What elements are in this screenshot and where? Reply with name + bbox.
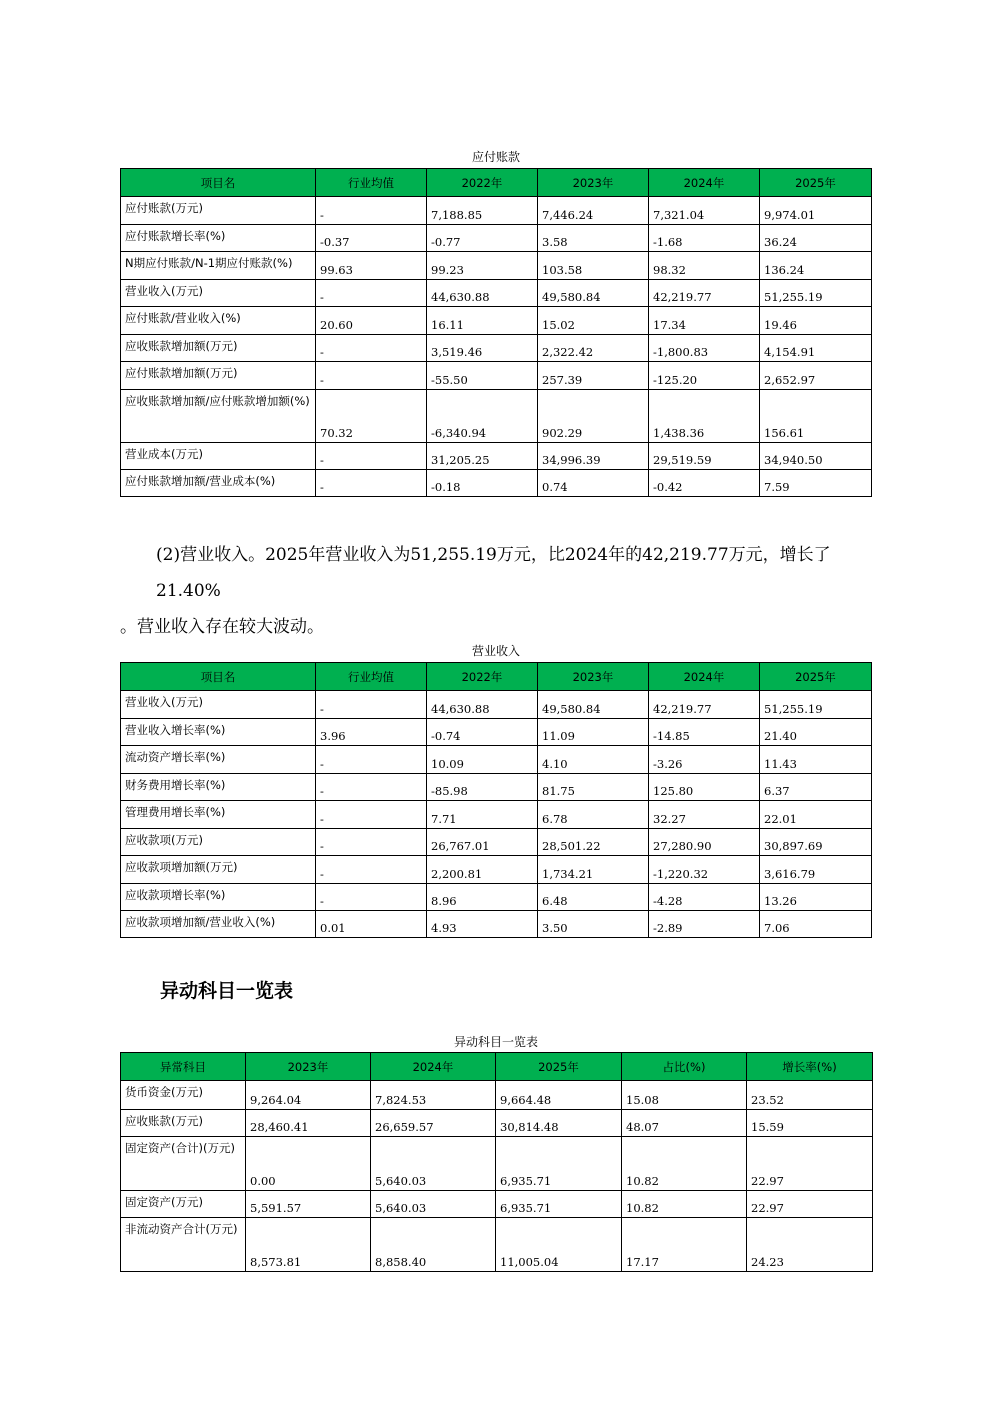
row-label: 固定资产(合计)(万元) bbox=[121, 1137, 246, 1191]
table-cell: 3.58 bbox=[538, 225, 649, 252]
table-cell: - bbox=[316, 774, 427, 801]
row-label: 应付账款增加额(万元) bbox=[121, 362, 316, 390]
table-cell: - bbox=[316, 470, 427, 497]
table-cell: 30,897.69 bbox=[760, 829, 872, 856]
table-cell: - bbox=[316, 801, 427, 829]
table-cell: 9,974.01 bbox=[760, 197, 872, 225]
row-label: N期应付账款/N-1期应付账款(%) bbox=[121, 252, 316, 280]
table-cell: 30,814.48 bbox=[496, 1110, 622, 1137]
table-row bbox=[121, 335, 872, 362]
row-label: 固定资产(万元) bbox=[121, 1191, 246, 1218]
table-cell: 2,652.97 bbox=[760, 362, 872, 390]
table-cell: 16.11 bbox=[427, 307, 538, 335]
table-row bbox=[121, 252, 872, 280]
table-row bbox=[121, 390, 872, 443]
table-cell: 49,580.84 bbox=[538, 691, 649, 719]
table-cell: 42,219.77 bbox=[649, 691, 760, 719]
table-cell: 99.63 bbox=[316, 252, 427, 280]
table-cell: -0.74 bbox=[427, 719, 538, 746]
column-header: 2023年 bbox=[538, 663, 649, 691]
table-cell: 36.24 bbox=[760, 225, 872, 252]
abnormal-items-table bbox=[120, 1052, 873, 1272]
table-row bbox=[121, 746, 872, 774]
table-row bbox=[121, 470, 872, 497]
table-cell: - bbox=[316, 335, 427, 362]
table-cell: 98.32 bbox=[649, 252, 760, 280]
column-header: 2024年 bbox=[371, 1053, 496, 1081]
table-cell: 6.78 bbox=[538, 801, 649, 829]
table-cell: 8,858.40 bbox=[371, 1218, 496, 1272]
table-cell: 8,573.81 bbox=[246, 1218, 371, 1272]
table-cell: 902.29 bbox=[538, 390, 649, 443]
table-cell: - bbox=[316, 362, 427, 390]
table-cell: 4.93 bbox=[427, 911, 538, 938]
table-cell: 17.34 bbox=[649, 307, 760, 335]
table-cell: 257.39 bbox=[538, 362, 649, 390]
table-cell: -3.26 bbox=[649, 746, 760, 774]
row-label: 货币资金(万元) bbox=[121, 1081, 246, 1110]
table-cell: 4,154.91 bbox=[760, 335, 872, 362]
table-cell: - bbox=[316, 746, 427, 774]
table-cell: 10.09 bbox=[427, 746, 538, 774]
row-label: 应收款项增长率(%) bbox=[121, 884, 316, 911]
table-cell: 11.09 bbox=[538, 719, 649, 746]
table-cell: -1.68 bbox=[649, 225, 760, 252]
table-cell: - bbox=[316, 197, 427, 225]
table-row bbox=[121, 1110, 873, 1137]
table-row bbox=[121, 280, 872, 307]
table-cell: 9,664.48 bbox=[496, 1081, 622, 1110]
row-label: 应收账款增加额/应付账款增加额(%) bbox=[121, 390, 316, 443]
table-cell: 11.43 bbox=[760, 746, 872, 774]
table-row bbox=[121, 1191, 873, 1218]
row-label: 应收款项增加额(万元) bbox=[121, 856, 316, 884]
revenue-paragraph bbox=[120, 537, 880, 645]
table-cell: 22.01 bbox=[760, 801, 872, 829]
row-label: 应付账款增加额/营业成本(%) bbox=[121, 470, 316, 497]
table-row bbox=[121, 774, 872, 801]
table-cell: - bbox=[316, 691, 427, 719]
table-cell: - bbox=[316, 280, 427, 307]
table-cell: 48.07 bbox=[622, 1110, 747, 1137]
table-cell: -1,220.32 bbox=[649, 856, 760, 884]
table-cell: 156.61 bbox=[760, 390, 872, 443]
row-label: 营业收入增长率(%) bbox=[121, 719, 316, 746]
table-cell: 34,996.39 bbox=[538, 443, 649, 470]
table-cell: 6.48 bbox=[538, 884, 649, 911]
table-cell: 3.50 bbox=[538, 911, 649, 938]
row-label: 应付账款/营业收入(%) bbox=[121, 307, 316, 335]
table-cell: 9,264.04 bbox=[246, 1081, 371, 1110]
table-cell: 0.74 bbox=[538, 470, 649, 497]
table-cell: 26,767.01 bbox=[427, 829, 538, 856]
table-cell: 5,640.03 bbox=[371, 1137, 496, 1191]
column-header: 2025年 bbox=[496, 1053, 622, 1081]
table-cell: 81.75 bbox=[538, 774, 649, 801]
table-row bbox=[121, 719, 872, 746]
row-label: 应收款项(万元) bbox=[121, 829, 316, 856]
table-cell: 28,501.22 bbox=[538, 829, 649, 856]
table-cell: -1,800.83 bbox=[649, 335, 760, 362]
table-cell: 7,321.04 bbox=[649, 197, 760, 225]
table-cell: 8.96 bbox=[427, 884, 538, 911]
table-cell: 7.06 bbox=[760, 911, 872, 938]
column-header: 占比(%) bbox=[622, 1053, 747, 1081]
table-cell: 10.82 bbox=[622, 1191, 747, 1218]
table-cell: -0.18 bbox=[427, 470, 538, 497]
table-row bbox=[121, 1218, 873, 1272]
table-cell: 26,659.57 bbox=[371, 1110, 496, 1137]
table-cell: 29,519.59 bbox=[649, 443, 760, 470]
table-cell: 6,935.71 bbox=[496, 1137, 622, 1191]
table-row bbox=[121, 856, 872, 884]
table-row bbox=[121, 225, 872, 252]
row-label: 非流动资产合计(万元) bbox=[121, 1218, 246, 1272]
table-cell: 28,460.41 bbox=[246, 1110, 371, 1137]
table-cell: -0.37 bbox=[316, 225, 427, 252]
table-cell: -6,340.94 bbox=[427, 390, 538, 443]
table-cell: 34,940.50 bbox=[760, 443, 872, 470]
table-cell: -55.50 bbox=[427, 362, 538, 390]
paragraph-line1: (2)营业收入。2025年营业收入为51,255.19万元，比2024年的42,219.77万元，增长了21.40% bbox=[156, 545, 831, 601]
table-cell: 2,200.81 bbox=[427, 856, 538, 884]
table-cell: 51,255.19 bbox=[760, 691, 872, 719]
row-label: 流动资产增长率(%) bbox=[121, 746, 316, 774]
row-label: 应付账款(万元) bbox=[121, 197, 316, 225]
table-cell: - bbox=[316, 443, 427, 470]
table-cell: - bbox=[316, 856, 427, 884]
table-cell: 42,219.77 bbox=[649, 280, 760, 307]
table-cell: -2.89 bbox=[649, 911, 760, 938]
table-cell: 125.80 bbox=[649, 774, 760, 801]
table-cell: 7.71 bbox=[427, 801, 538, 829]
column-header: 2023年 bbox=[246, 1053, 371, 1081]
table-row bbox=[121, 1137, 873, 1191]
column-header: 2025年 bbox=[760, 169, 872, 197]
table-cell: 5,640.03 bbox=[371, 1191, 496, 1218]
table-cell: -0.77 bbox=[427, 225, 538, 252]
table-cell: 24.23 bbox=[747, 1218, 873, 1272]
table-cell: 23.52 bbox=[747, 1081, 873, 1110]
table-cell: -14.85 bbox=[649, 719, 760, 746]
column-header: 2025年 bbox=[760, 663, 872, 691]
table-cell: 99.23 bbox=[427, 252, 538, 280]
table-cell: 2,322.42 bbox=[538, 335, 649, 362]
table-cell: -0.42 bbox=[649, 470, 760, 497]
table1-caption: 应付账款 bbox=[471, 150, 520, 164]
row-label: 应收款项增加额/营业收入(%) bbox=[121, 911, 316, 938]
table-cell: 5,591.57 bbox=[246, 1191, 371, 1218]
table3-caption: 异动科目一览表 bbox=[453, 1035, 538, 1049]
table-cell: 1,438.36 bbox=[649, 390, 760, 443]
table-cell: 3,616.79 bbox=[760, 856, 872, 884]
column-header: 项目名 bbox=[121, 663, 316, 691]
table-cell: 10.82 bbox=[622, 1137, 747, 1191]
table-cell: 17.17 bbox=[622, 1218, 747, 1272]
row-label: 应收账款(万元) bbox=[121, 1110, 246, 1137]
table-cell: 7.59 bbox=[760, 470, 872, 497]
paragraph-line2: 。营业收入存在较大波动。 bbox=[120, 617, 324, 637]
table-cell: -125.20 bbox=[649, 362, 760, 390]
row-label: 应收账款增加额(万元) bbox=[121, 335, 316, 362]
table-cell: - bbox=[316, 884, 427, 911]
table-row bbox=[121, 443, 872, 470]
table-cell: 20.60 bbox=[316, 307, 427, 335]
column-header: 2024年 bbox=[649, 169, 760, 197]
column-header: 2022年 bbox=[427, 169, 538, 197]
column-header: 增长率(%) bbox=[747, 1053, 873, 1081]
column-header: 项目名 bbox=[121, 169, 316, 197]
table-cell: - bbox=[316, 829, 427, 856]
table-cell: 4.10 bbox=[538, 746, 649, 774]
table-cell: 7,824.53 bbox=[371, 1081, 496, 1110]
section-heading: 异动科目一览表 bbox=[160, 980, 294, 1002]
table-cell: 103.58 bbox=[538, 252, 649, 280]
table-cell: 6,935.71 bbox=[496, 1191, 622, 1218]
table2-caption: 营业收入 bbox=[471, 644, 520, 658]
column-header: 2024年 bbox=[649, 663, 760, 691]
column-header: 2022年 bbox=[427, 663, 538, 691]
table-cell: -85.98 bbox=[427, 774, 538, 801]
table-cell: 22.97 bbox=[747, 1137, 873, 1191]
table-cell: 15.02 bbox=[538, 307, 649, 335]
column-header: 2023年 bbox=[538, 169, 649, 197]
row-label: 营业收入(万元) bbox=[121, 280, 316, 307]
table-cell: 13.26 bbox=[760, 884, 872, 911]
table-cell: 31,205.25 bbox=[427, 443, 538, 470]
table-cell: 15.59 bbox=[747, 1110, 873, 1137]
table-cell: 15.08 bbox=[622, 1081, 747, 1110]
table-cell: 21.40 bbox=[760, 719, 872, 746]
table-row bbox=[121, 801, 872, 829]
table-cell: 6.37 bbox=[760, 774, 872, 801]
table-row bbox=[121, 691, 872, 719]
table-row bbox=[121, 911, 872, 938]
table-cell: -4.28 bbox=[649, 884, 760, 911]
table-cell: 11,005.04 bbox=[496, 1218, 622, 1272]
table-cell: 27,280.90 bbox=[649, 829, 760, 856]
table-cell: 22.97 bbox=[747, 1191, 873, 1218]
table-cell: 44,630.88 bbox=[427, 691, 538, 719]
column-header: 异常科目 bbox=[121, 1053, 246, 1081]
column-header: 行业均值 bbox=[316, 169, 427, 197]
table-row bbox=[121, 1081, 873, 1110]
table-row bbox=[121, 362, 872, 390]
accounts-payable-table bbox=[120, 168, 872, 497]
table-row bbox=[121, 197, 872, 225]
row-label: 管理费用增长率(%) bbox=[121, 801, 316, 829]
table-cell: 7,446.24 bbox=[538, 197, 649, 225]
table-cell: 44,630.88 bbox=[427, 280, 538, 307]
revenue-table bbox=[120, 662, 872, 938]
table-cell: 3,519.46 bbox=[427, 335, 538, 362]
table-cell: 70.32 bbox=[316, 390, 427, 443]
table-cell: 136.24 bbox=[760, 252, 872, 280]
row-label: 营业收入(万元) bbox=[121, 691, 316, 719]
table-cell: 19.46 bbox=[760, 307, 872, 335]
table-row bbox=[121, 884, 872, 911]
table-cell: 49,580.84 bbox=[538, 280, 649, 307]
table-cell: 32.27 bbox=[649, 801, 760, 829]
table-cell: 51,255.19 bbox=[760, 280, 872, 307]
table-row bbox=[121, 829, 872, 856]
column-header: 行业均值 bbox=[316, 663, 427, 691]
table-cell: 0.00 bbox=[246, 1137, 371, 1191]
table-cell: 7,188.85 bbox=[427, 197, 538, 225]
table-cell: 1,734.21 bbox=[538, 856, 649, 884]
table-cell: 3.96 bbox=[316, 719, 427, 746]
row-label: 财务费用增长率(%) bbox=[121, 774, 316, 801]
table-row bbox=[121, 307, 872, 335]
row-label: 应付账款增长率(%) bbox=[121, 225, 316, 252]
table-cell: 0.01 bbox=[316, 911, 427, 938]
row-label: 营业成本(万元) bbox=[121, 443, 316, 470]
